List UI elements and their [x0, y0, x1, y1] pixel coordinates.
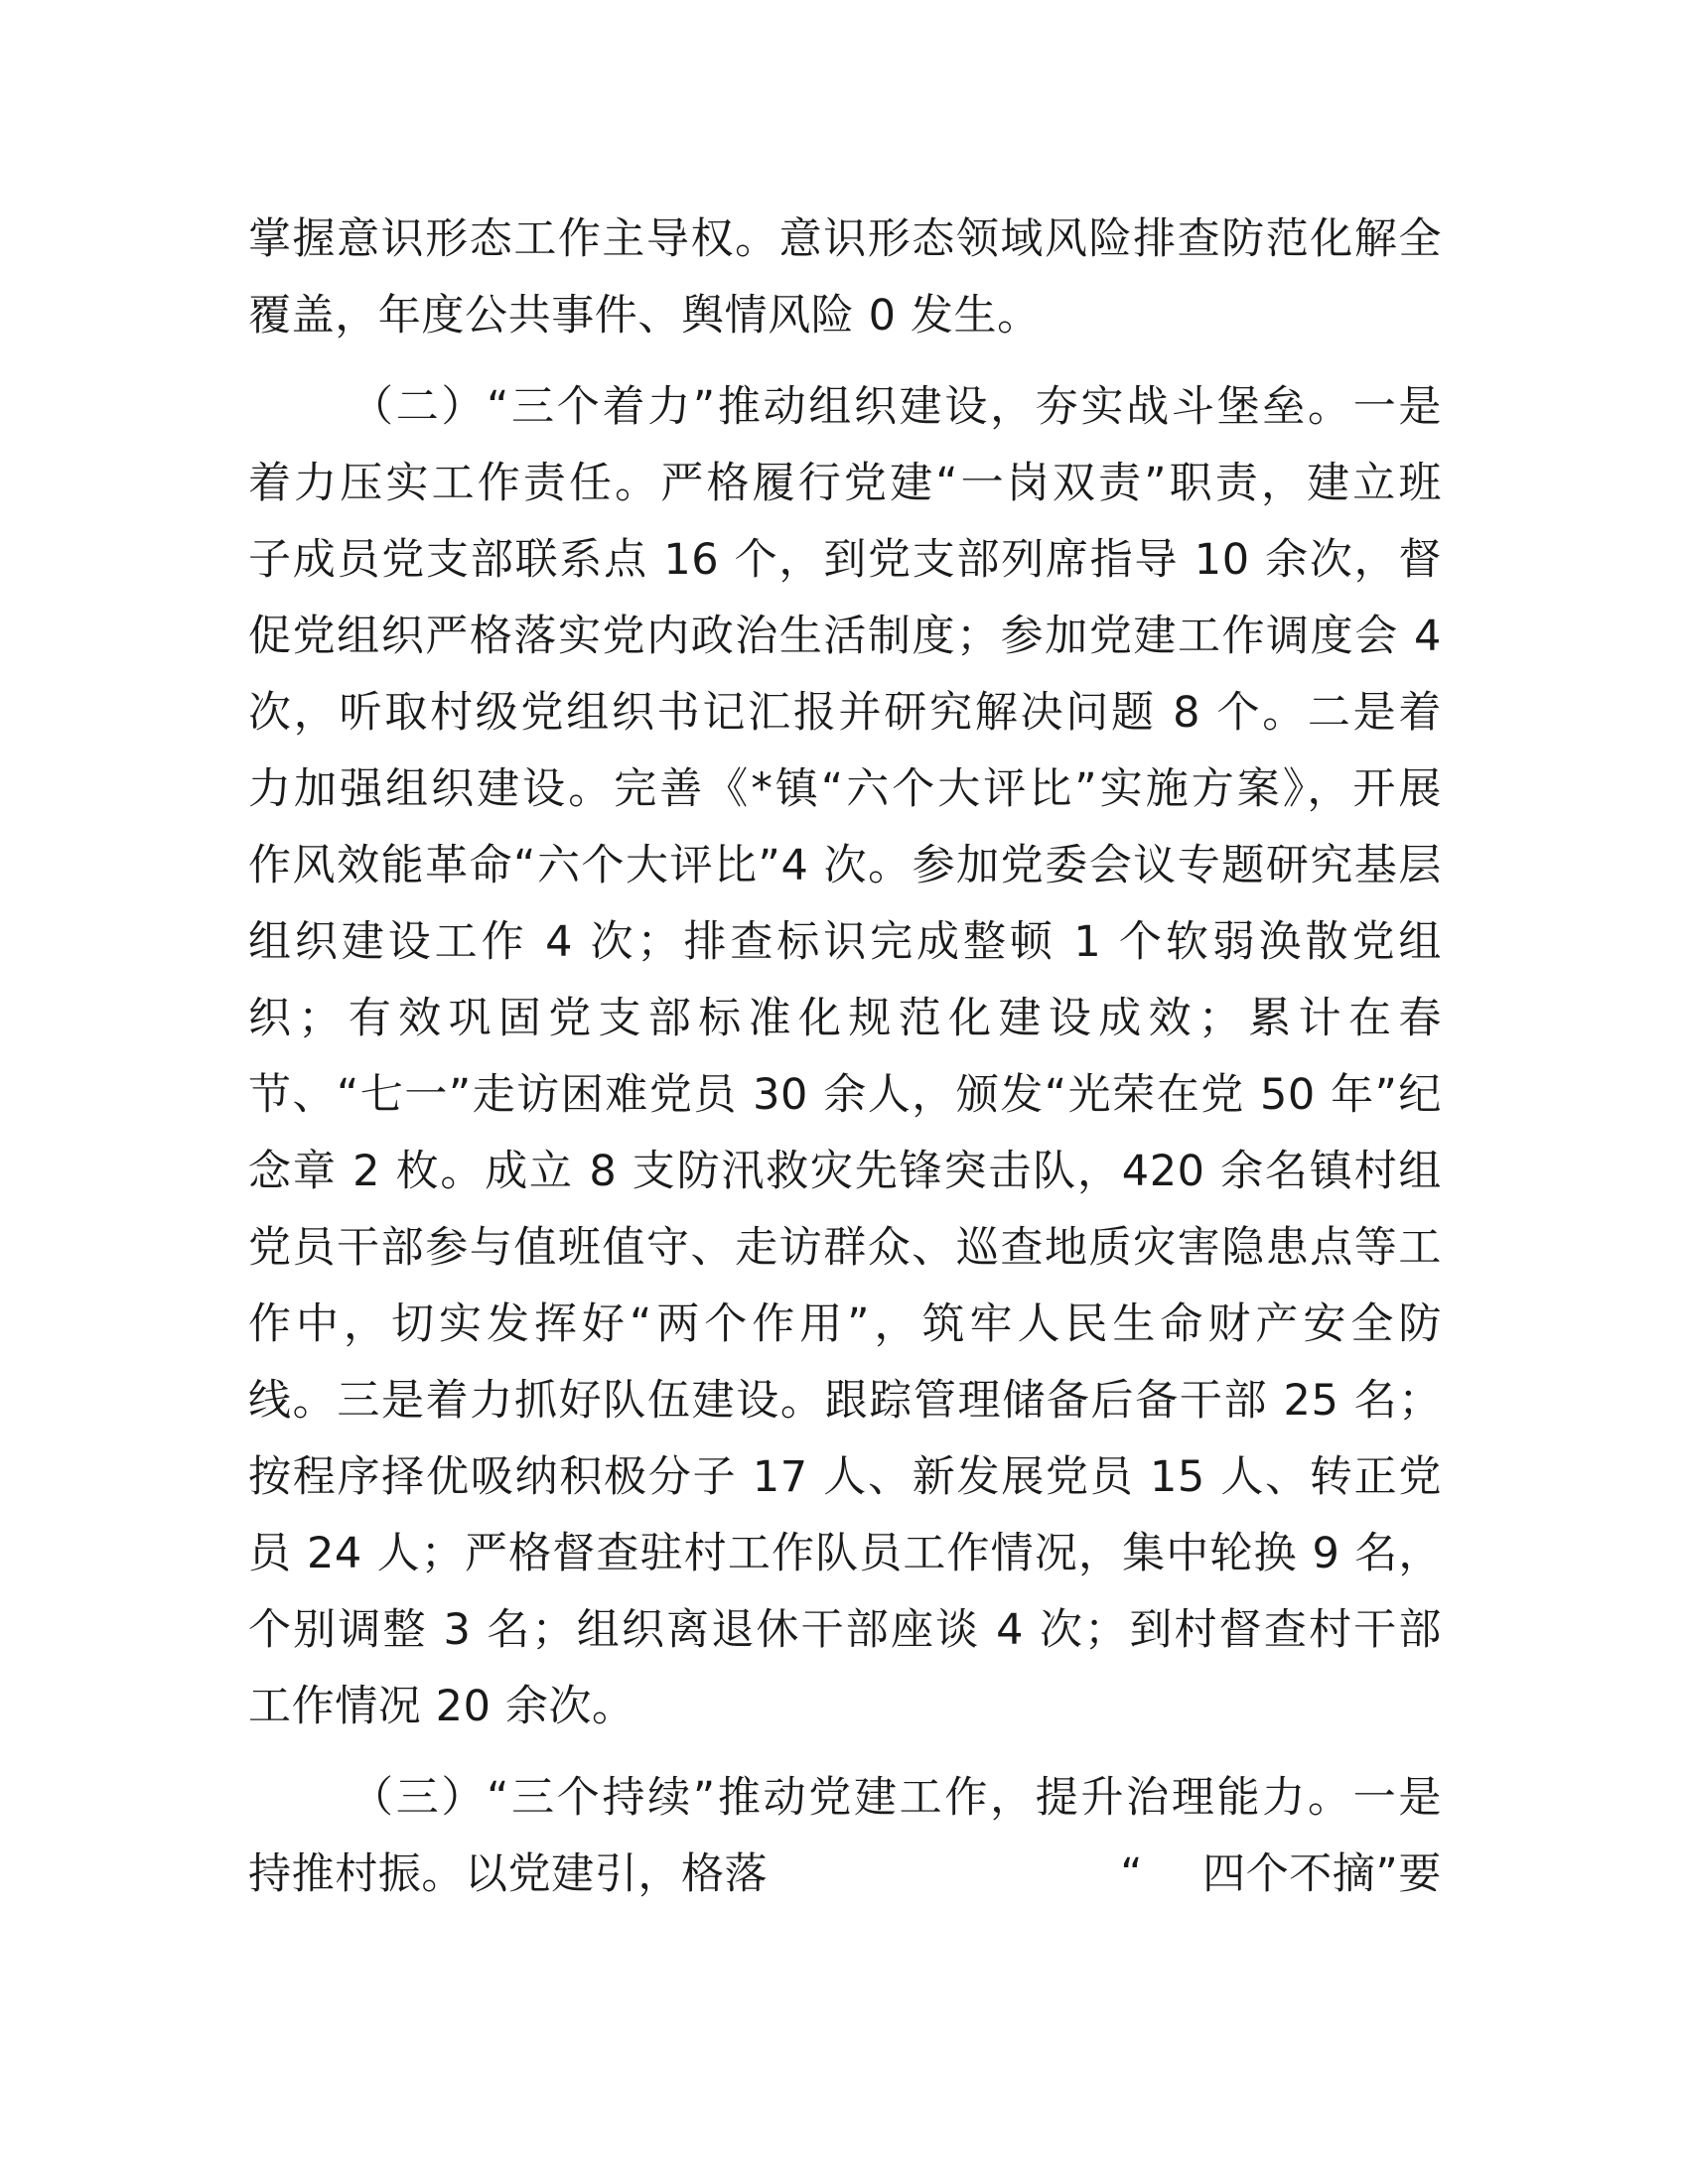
partial-text-right: 四个不摘”要 — [1202, 1849, 1442, 1899]
partial-text-line — [248, 1837, 1442, 1913]
text-line: 念章 2 枚。成立 8 支防汛救灾先锋突击队，420 余名镇村组 — [248, 1147, 1442, 1196]
text-line: 个别调整 3 名；组织离退休干部座谈 4 次；到村督查村干部 — [248, 1605, 1442, 1655]
text-line: 线。三是着力抓好队伍建设。跟踪管理储备后备干部 25 名； — [248, 1376, 1442, 1426]
text-line: 节、“七一”走访困难党员 30 余人，颁发“光荣在党 50 年”纪 — [248, 1070, 1442, 1120]
text-line: 织；有效巩固党支部标准化规范化建设成效；累计在春 — [248, 994, 1442, 1043]
partial-text-left: 持推村振。以党建引，格落 — [248, 1849, 769, 1899]
paragraph-gap — [248, 354, 1442, 369]
paragraph-2 — [248, 369, 1442, 1745]
text-line: 工作情况 20 余次。 — [248, 1682, 635, 1731]
text-line: 员 24 人；严格督查驻村工作队员工作情况，集中轮换 9 名， — [248, 1529, 1442, 1578]
text-line: 覆盖，年度公共事件、舆情风险 0 发生。 — [248, 291, 1041, 341]
text-line: （二）“三个着力”推动组织建设，夯实战斗堡垒。一是 — [351, 382, 1442, 432]
document-body — [248, 202, 1442, 1913]
text-line: 着力压实工作责任。严格履行党建“一岗双责”职责，建立班 — [248, 459, 1442, 508]
text-line: 掌握意识形态工作主导权。意识形态领域风险排查防范化解全 — [248, 214, 1442, 264]
partial-text-middle: “ — [1120, 1849, 1144, 1899]
paragraph-3 — [248, 1760, 1442, 1913]
text-line: 作中，切实发挥好“两个作用”，筑牢人民生命财产安全防 — [248, 1299, 1442, 1349]
text-line: 促党组织严格落实党内政治生活制度；参加党建工作调度会 4 — [248, 612, 1442, 661]
text-line: 力加强组织建设。完善《*镇“六个大评比”实施方案》，开展 — [248, 764, 1442, 814]
text-line: 党员干部参与值班值守、走访群众、巡查地质灾害隐患点等工 — [248, 1223, 1442, 1273]
text-line: 组织建设工作 4 次；排查标识完成整顿 1 个软弱涣散党组 — [248, 917, 1442, 967]
text-line: 子成员党支部联系点 16 个，到党支部列席指导 10 余次，督 — [248, 535, 1442, 585]
paragraph-gap — [248, 1745, 1442, 1760]
text-line: 次，听取村级党组织书记汇报并研究解决问题 8 个。二是着 — [248, 688, 1442, 738]
text-line: 作风效能革命“六个大评比”4 次。参加党委会议专题研究基层 — [248, 841, 1442, 890]
text-line: 按程序择优吸纳积极分子 17 人、新发展党员 15 人、转正党 — [248, 1452, 1442, 1502]
text-line: （三）“三个持续”推动党建工作，提升治理能力。一是 — [351, 1773, 1442, 1823]
paragraph-1 — [248, 202, 1442, 354]
